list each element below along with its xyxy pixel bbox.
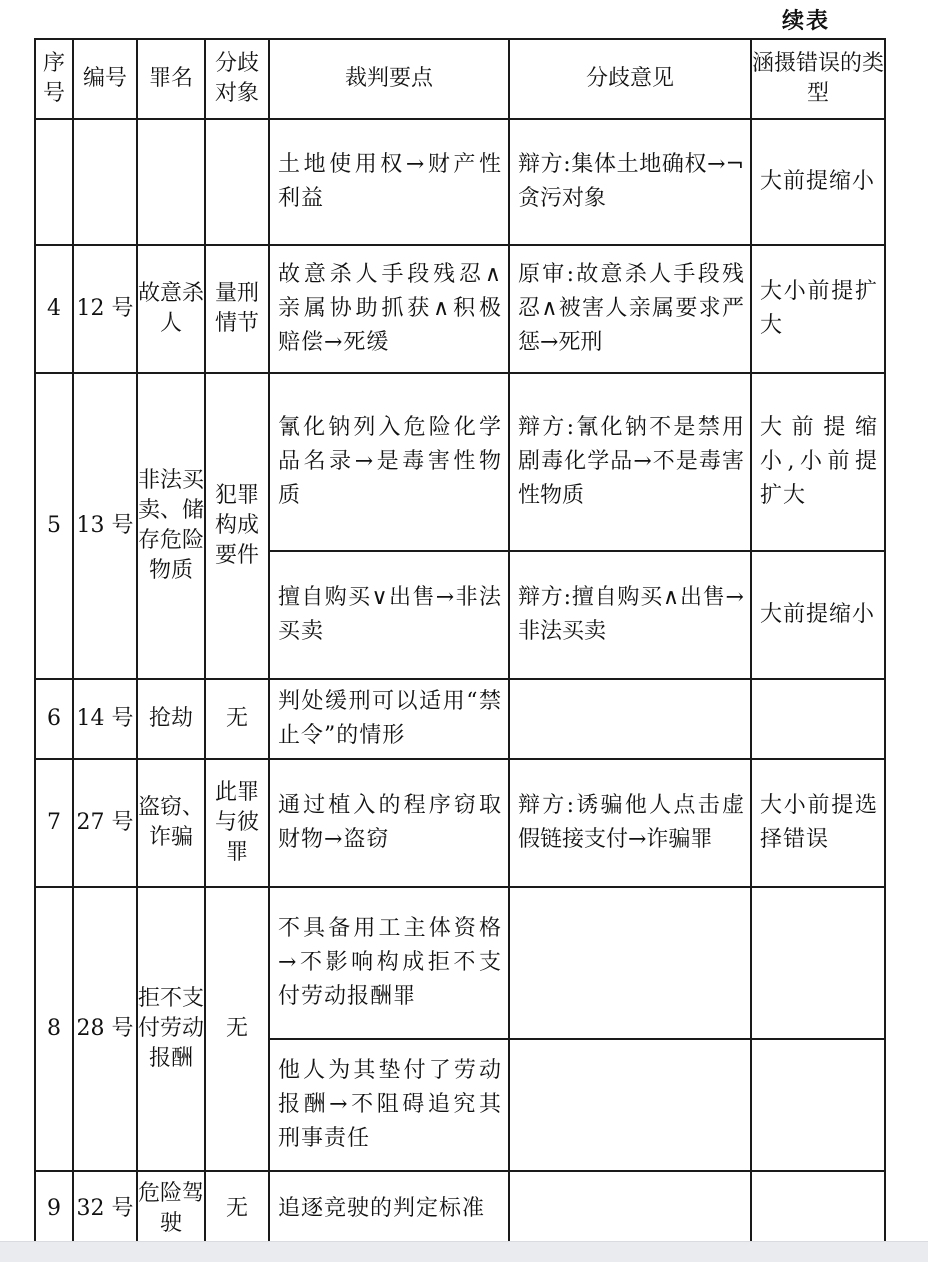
cell-opinion (509, 1039, 751, 1171)
cell-num: 12 号 (73, 245, 137, 373)
cell-point: 擅自购买∨出售→非法买卖 (269, 551, 509, 679)
cell-errtype: 大前提缩小 (751, 551, 885, 679)
cell-num: 14 号 (73, 679, 137, 759)
cell-errtype (751, 1171, 885, 1247)
cell-crime (137, 119, 205, 245)
table-row (35, 1171, 885, 1247)
cell-point: 故意杀人手段残忍∧亲属协助抓获∧积极赔偿→死缓 (269, 245, 509, 373)
cell-target (205, 119, 269, 245)
cell-crime: 故意杀人 (137, 245, 205, 373)
table-row (35, 119, 885, 245)
cell-point: 不具备用工主体资格→不影响构成拒不支付劳动报酬罪 (269, 887, 509, 1039)
cell-target: 无 (205, 679, 269, 759)
cell-crime: 拒不支付劳动报酬 (137, 887, 205, 1171)
cell-num: 27 号 (73, 759, 137, 887)
header-opinion: 分歧意见 (509, 39, 751, 119)
cell-point: 通过植入的程序窃取财物→盗窃 (269, 759, 509, 887)
cell-crime: 抢劫 (137, 679, 205, 759)
cell-point: 氰化钠列入危险化学品名录→是毒害性物质 (269, 373, 509, 551)
cell-point: 他人为其垫付了劳动报酬→不阻碍追究其刑事责任 (269, 1039, 509, 1171)
cell-seq: 9 (35, 1171, 73, 1247)
cell-errtype (751, 679, 885, 759)
header-row (35, 39, 885, 119)
cell-point: 判处缓刑可以适用“禁止令”的情形 (269, 679, 509, 759)
table-row (35, 679, 885, 759)
header-crime: 罪名 (137, 39, 205, 119)
cell-point: 土地使用权→财产性利益 (269, 119, 509, 245)
cell-opinion (509, 1171, 751, 1247)
cell-seq (35, 119, 73, 245)
cell-seq: 6 (35, 679, 73, 759)
cell-seq: 5 (35, 373, 73, 679)
cell-crime: 盗窃、诈骗 (137, 759, 205, 887)
case-table (34, 38, 886, 1248)
cell-opinion (509, 679, 751, 759)
header-num: 编号 (73, 39, 137, 119)
cell-errtype: 大小前提选择错误 (751, 759, 885, 887)
cell-target: 无 (205, 1171, 269, 1247)
cell-opinion: 辩方:集体土地确权→¬ 贪污对象 (509, 119, 751, 245)
cell-crime: 危险驾驶 (137, 1171, 205, 1247)
cell-opinion: 辩方:氰化钠不是禁用剧毒化学品→不是毒害性物质 (509, 373, 751, 551)
cell-seq: 7 (35, 759, 73, 887)
table-row (35, 245, 885, 373)
cell-target: 此罪与彼罪 (205, 759, 269, 887)
bottom-bar (0, 1241, 928, 1262)
cell-opinion: 辩方:诱骗他人点击虚假链接支付→诈骗罪 (509, 759, 751, 887)
cell-errtype: 大前提缩小,小前提扩大 (751, 373, 885, 551)
cell-errtype (751, 887, 885, 1039)
cell-opinion: 辩方:擅自购买∧出售→非法买卖 (509, 551, 751, 679)
cell-num: 28 号 (73, 887, 137, 1171)
table-row (35, 759, 885, 887)
cell-seq: 8 (35, 887, 73, 1171)
cell-num (73, 119, 137, 245)
header-point: 裁判要点 (269, 39, 509, 119)
cell-target: 犯罪构成要件 (205, 373, 269, 679)
cell-opinion (509, 887, 751, 1039)
table-caption: 续表 (782, 8, 831, 34)
cell-num: 32 号 (73, 1171, 137, 1247)
table-row (35, 373, 885, 551)
cell-errtype: 大小前提扩大 (751, 245, 885, 373)
table-row (35, 887, 885, 1039)
cell-num: 13 号 (73, 373, 137, 679)
cell-target: 无 (205, 887, 269, 1171)
header-target: 分歧对象 (205, 39, 269, 119)
cell-opinion: 原审:故意杀人手段残忍∧被害人亲属要求严惩→死刑 (509, 245, 751, 373)
cell-seq: 4 (35, 245, 73, 373)
cell-errtype: 大前提缩小 (751, 119, 885, 245)
cell-target: 量刑情节 (205, 245, 269, 373)
header-seq: 序号 (35, 39, 73, 119)
header-errtype: 涵摄错误的类型 (751, 39, 885, 119)
cell-point: 追逐竞驶的判定标准 (269, 1171, 509, 1247)
cell-errtype (751, 1039, 885, 1171)
cell-crime: 非法买卖、储存危险物质 (137, 373, 205, 679)
